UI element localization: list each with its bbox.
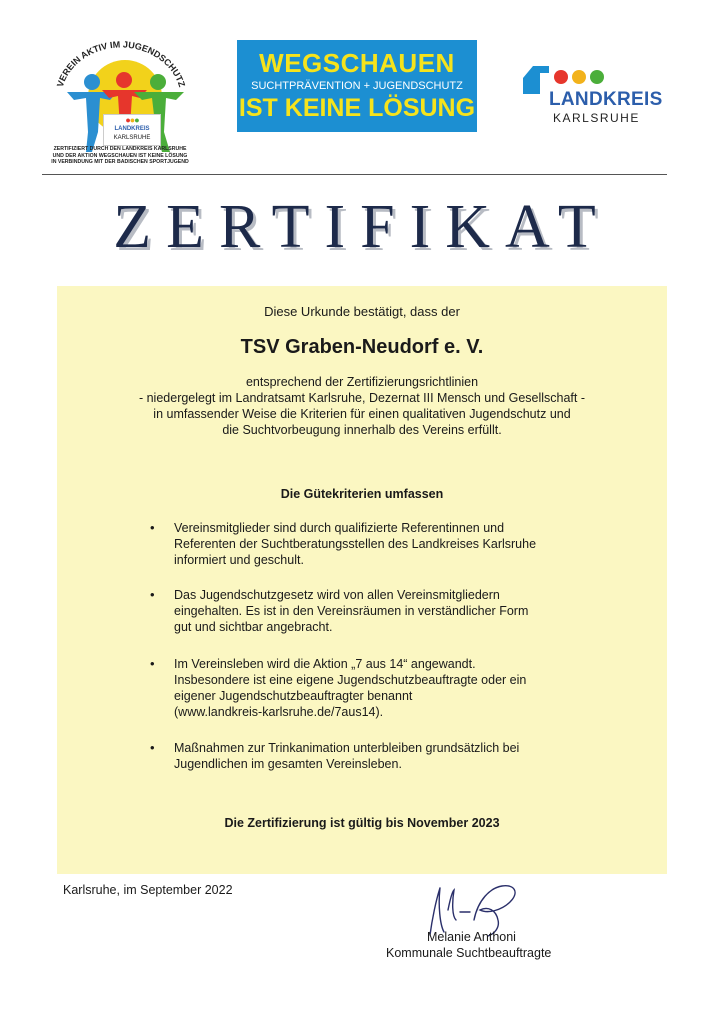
seal-caption-line: ZERTIFIZIERT DURCH DEN LANDKREIS KARLSRUHE	[53, 146, 187, 152]
criteria-line: Im Vereinsleben wird die Aktion „7 aus 14“ angewandt.	[174, 657, 476, 671]
criteria-line: Das Jugendschutzgesetz wird von allen Vereinsmitgliedern	[174, 588, 500, 602]
intro-text: Diese Urkunde bestätigt, dass der	[264, 304, 460, 319]
seal-logo	[40, 22, 200, 165]
criteria-item	[150, 587, 620, 635]
bullet-icon: •	[150, 587, 155, 602]
signer-name: Melanie Anthoni	[427, 930, 516, 944]
seal-caption-line: IN VERBINDUNG MIT DER BADISCHEN SPORTJUGEND	[51, 159, 189, 165]
criteria-line: gut und sichtbar angebracht.	[174, 620, 333, 634]
criteria-item	[150, 520, 620, 568]
criteria-item	[150, 656, 620, 720]
bullet-icon: •	[150, 520, 155, 535]
criteria-line: Maßnahmen zur Trinkanimation unterbleiben grundsätzlich bei	[174, 741, 520, 755]
seal-caption	[40, 146, 200, 166]
county-dots-icon	[553, 68, 609, 86]
criteria-heading: Die Gütekriterien umfassen	[280, 487, 444, 501]
campaign-logo	[237, 40, 477, 132]
county-name: LANDKREIS	[549, 89, 663, 110]
validity-text: Die Zertifizierung ist gültig bis November 2023	[224, 816, 500, 830]
county-logo	[523, 64, 673, 124]
seal-badge-line2: KARLSRUHE	[113, 135, 151, 141]
county-mark-icon	[523, 64, 549, 94]
criteria-line: Referenten der Suchtberatungsstellen des Landkreises Karlsruhe	[174, 537, 537, 551]
body-text	[0, 374, 724, 438]
criteria-line: eingehalten. Es ist in den Vereinsräumen in verständlicher Form	[174, 604, 529, 618]
campaign-line2: SUCHTPRÄVENTION + JUGENDSCHUTZ	[251, 80, 463, 92]
header-divider	[42, 174, 667, 175]
body-line: entsprechend der Zertifizierungsrichtlinien	[245, 375, 479, 389]
seal-caption-line: UND DER AKTION WEGSCHAUEN IST KEINE LÖSUNG	[52, 152, 188, 159]
campaign-line1: WEGSCHAUEN	[259, 48, 455, 78]
seal-badge: ●●● LANDKREIS KARLSRUHE	[103, 114, 161, 146]
criteria-line: Vereinsmitglieder sind durch qualifizierte Referentinnen und	[174, 521, 505, 535]
bullet-icon: •	[150, 740, 155, 755]
criteria-item	[150, 740, 620, 772]
seal-badge-line1: LANDKREIS	[114, 126, 150, 132]
criteria-line: informiert und geschult.	[174, 553, 304, 567]
club-name: TSV Graben-Neudorf e. V.	[240, 336, 484, 358]
criteria-line: Jugendlichen im gesamten Vereinsleben.	[174, 757, 402, 771]
certificate-title: ZERTIFIKAT	[113, 193, 611, 261]
criteria-line: Insbesondere ist eine eigene Jugendschutzbeauftragte oder ein	[174, 673, 527, 687]
svg-text:VEREIN AKTIV IM JUGENDSCHUTZ: VEREIN AKTIV IM JUGENDSCHUTZ	[54, 39, 188, 89]
body-line: die Suchtvorbeugung innerhalb des Vereins erfüllt.	[222, 423, 502, 437]
bullet-icon: •	[150, 656, 155, 671]
county-subname: KARLSRUHE	[553, 111, 640, 125]
criteria-line: (www.landkreis-karlsruhe.de/7aus14).	[174, 705, 384, 719]
signer-role: Kommunale Suchtbeauftragte	[386, 946, 552, 960]
place-date: Karlsruhe, im September 2022	[63, 883, 233, 897]
campaign-line3: IST KEINE LÖSUNG	[238, 94, 476, 122]
body-line: in umfassender Weise die Kriterien für einen qualitativen Jugendschutz und	[153, 407, 571, 421]
criteria-line: eigener Jugendschutzbeauftragter benannt	[174, 689, 413, 703]
body-line: - niedergelegt im Landratsamt Karlsruhe, Dezernat III Mensch und Gesellschaft -	[138, 391, 586, 405]
